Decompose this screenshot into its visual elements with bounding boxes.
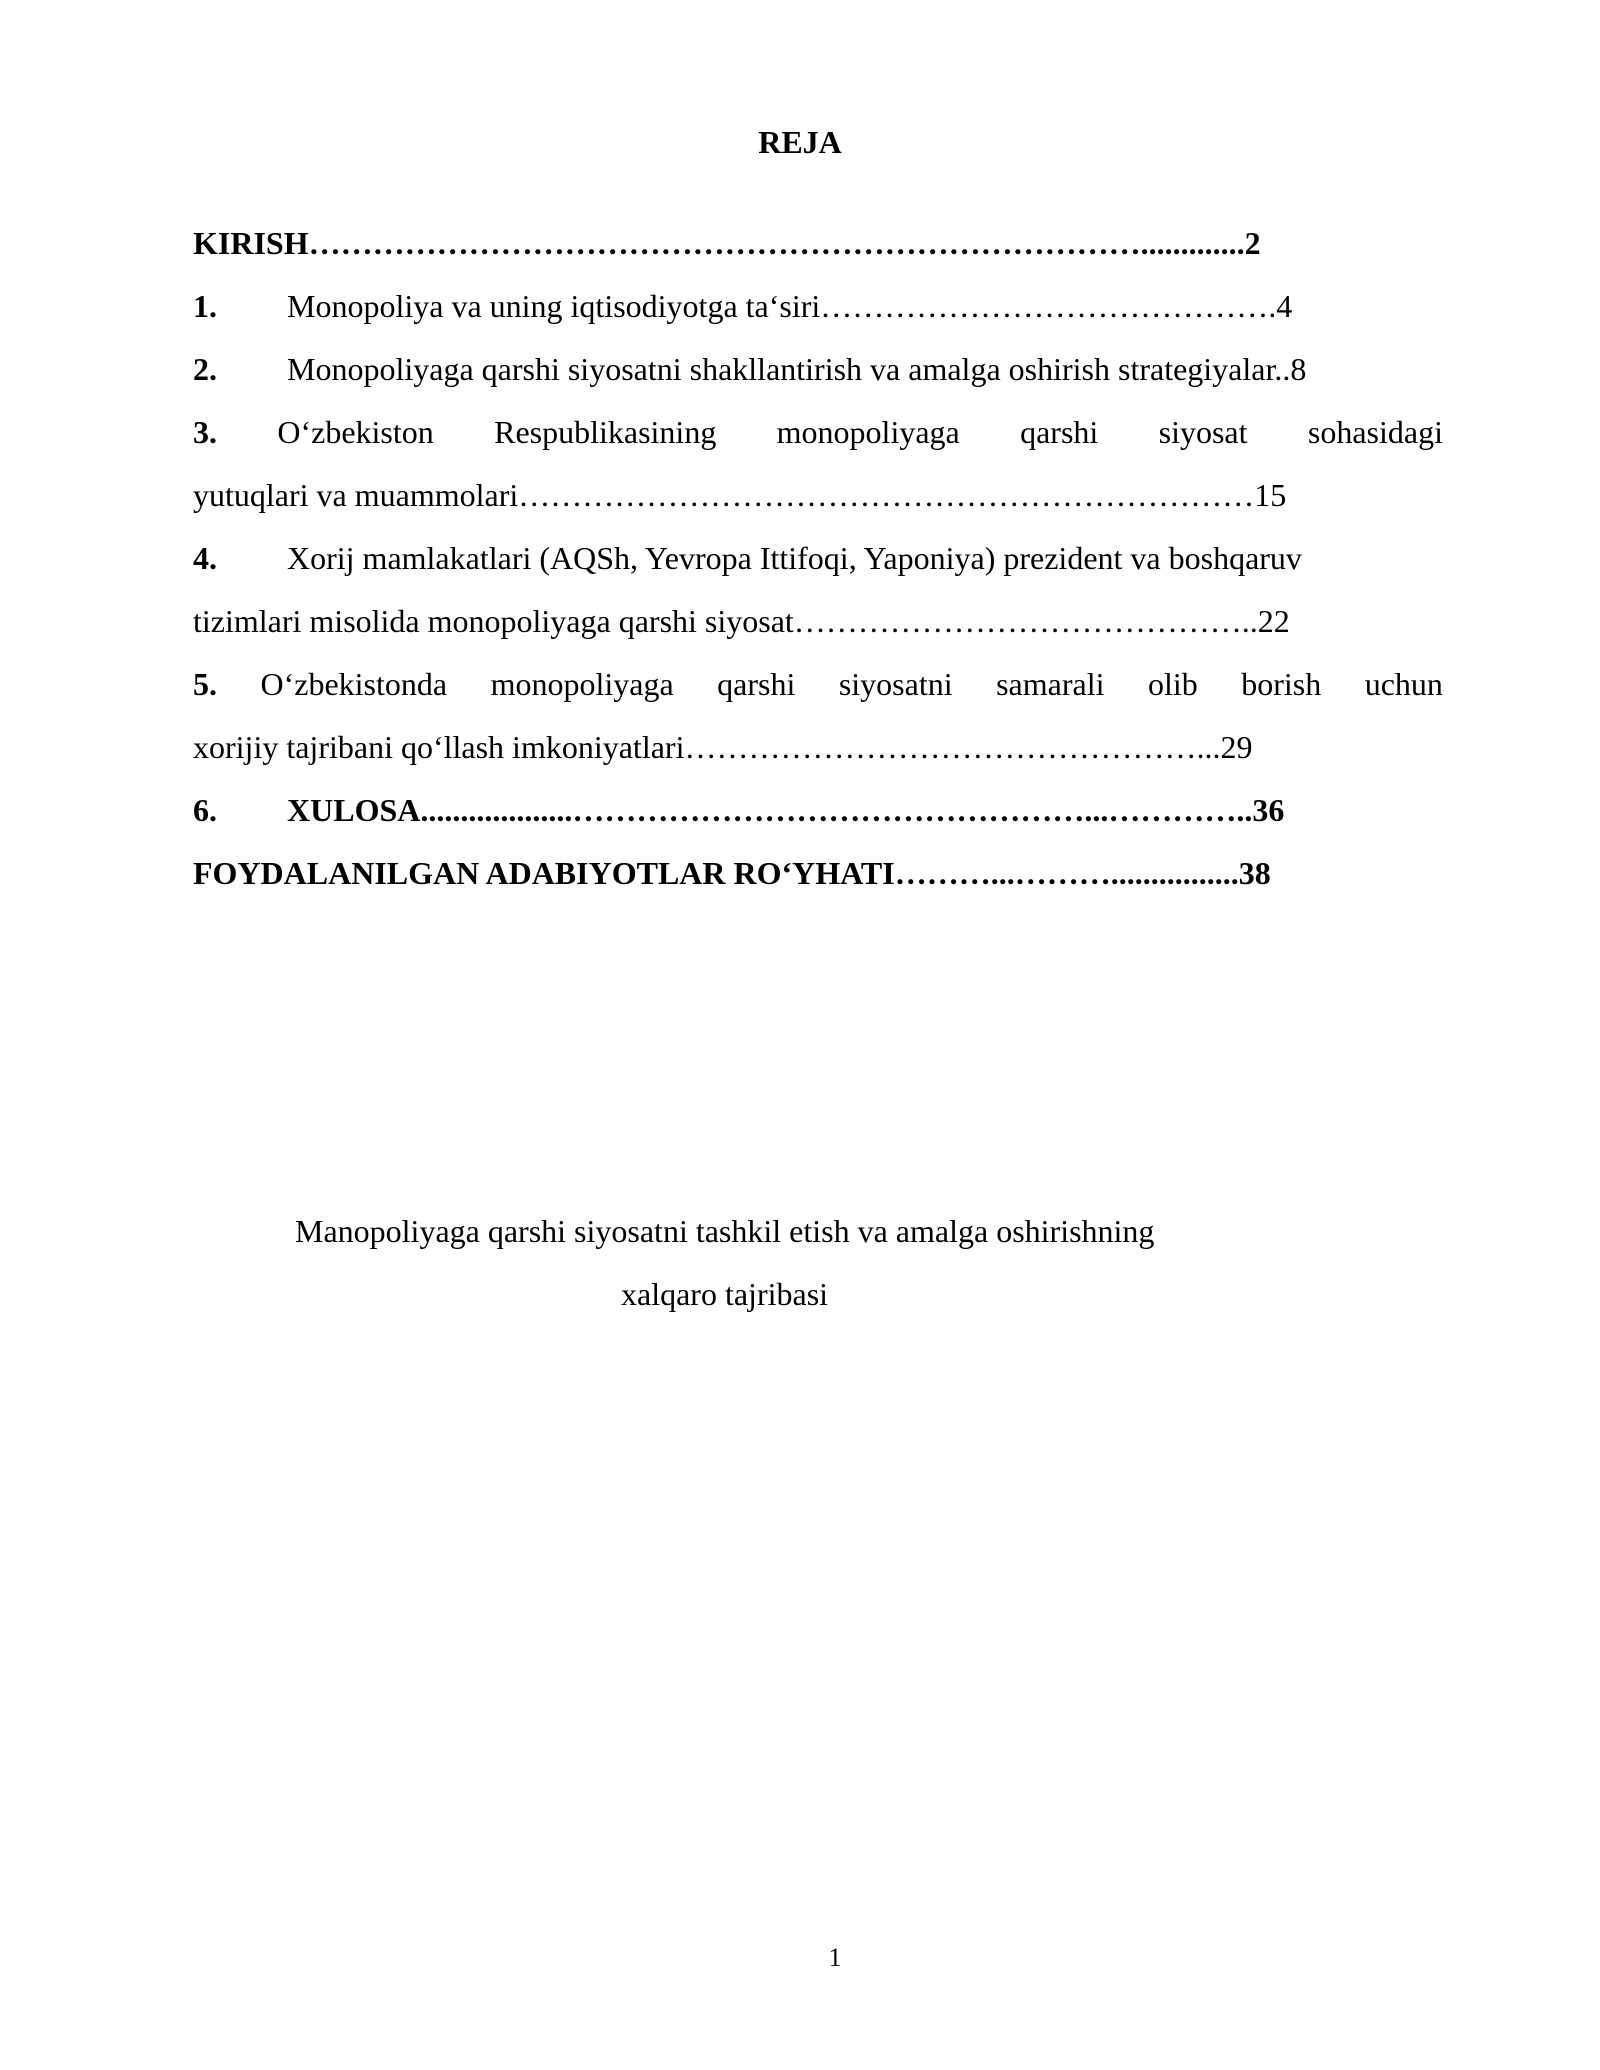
subtitle-line-2: xalqaro tajribasi	[621, 1276, 829, 1312]
toc-item-4-continuation: tizimlari misolida monopoliyaga qarshi siyosat……………………………………..22	[193, 603, 1290, 639]
page-number: 1	[828, 1943, 842, 1972]
toc-item-3-word: sohasidagi	[1307, 414, 1443, 450]
toc-item-1	[193, 275, 1443, 338]
toc-item-3-number: 3.	[193, 414, 217, 450]
toc-intro: KIRISH…………………………………………………………………….............2	[193, 225, 1261, 261]
subtitle-line-1: Manopoliyaga qarshi siyosatni tashkil etish va amalga oshirishning	[295, 1213, 1155, 1249]
toc-item-3-word: O‘zbekiston	[277, 414, 434, 450]
toc-item-1-number: 1.	[193, 288, 217, 324]
toc-item-6-text: XULOSA...................…………………………………………...…………..36	[287, 792, 1285, 828]
toc-item-5	[193, 653, 1443, 716]
toc-item-5-word: qarshi	[717, 666, 796, 702]
toc-item-5-word: borish	[1241, 666, 1322, 702]
toc-item-2	[193, 338, 1443, 401]
toc-item-2-text: Monopoliyaga qarshi siyosatni shakllantirish va amalga oshirish strategiyalar..8	[287, 351, 1307, 387]
toc-item-4-number: 4.	[193, 540, 217, 576]
toc-item-6	[193, 779, 1443, 842]
toc-item-1-text: Monopoliya va uning iqtisodiyotga ta‘siri…………………………………….4	[287, 288, 1293, 324]
toc-item-4	[193, 527, 1443, 590]
toc-item-5-word: samarali	[996, 666, 1105, 702]
table-of-contents	[193, 212, 1443, 905]
toc-item-5-word: uchun	[1364, 666, 1443, 702]
toc-item-6-number: 6.	[193, 792, 217, 828]
toc-item-5-continuation: xorijiy tajribani qo‘llash imkoniyatlari…………………………………………...29	[193, 729, 1253, 765]
toc-item-5-word: O‘zbekistonda	[260, 666, 448, 702]
toc-references: FOYDALANILGAN ADABIYOTLAR RO‘YHATI………...………................38	[193, 855, 1271, 891]
document-subtitle	[0, 1200, 1600, 1326]
page-title: REJA	[758, 124, 842, 160]
toc-item-5-word: siyosatni	[838, 666, 953, 702]
toc-item-3-word: siyosat	[1158, 414, 1248, 450]
toc-item-5-number: 5.	[193, 666, 217, 702]
toc-item-3-word: monopoliyaga	[776, 414, 960, 450]
toc-item-2-number: 2.	[193, 351, 217, 387]
toc-item-3-continuation: yutuqlari va muammolari……………………………………………………………15	[193, 477, 1287, 513]
toc-item-3	[193, 401, 1443, 464]
toc-item-4-text: Xorij mamlakatlari (AQSh, Yevropa Ittifoqi, Yaponiya) prezident va boshqaruv	[287, 540, 1302, 576]
toc-item-3-word: qarshi	[1020, 414, 1099, 450]
toc-item-5-word: olib	[1147, 666, 1198, 702]
toc-item-5-word: monopoliyaga	[490, 666, 674, 702]
toc-item-3-word: Respublikasining	[494, 414, 717, 450]
